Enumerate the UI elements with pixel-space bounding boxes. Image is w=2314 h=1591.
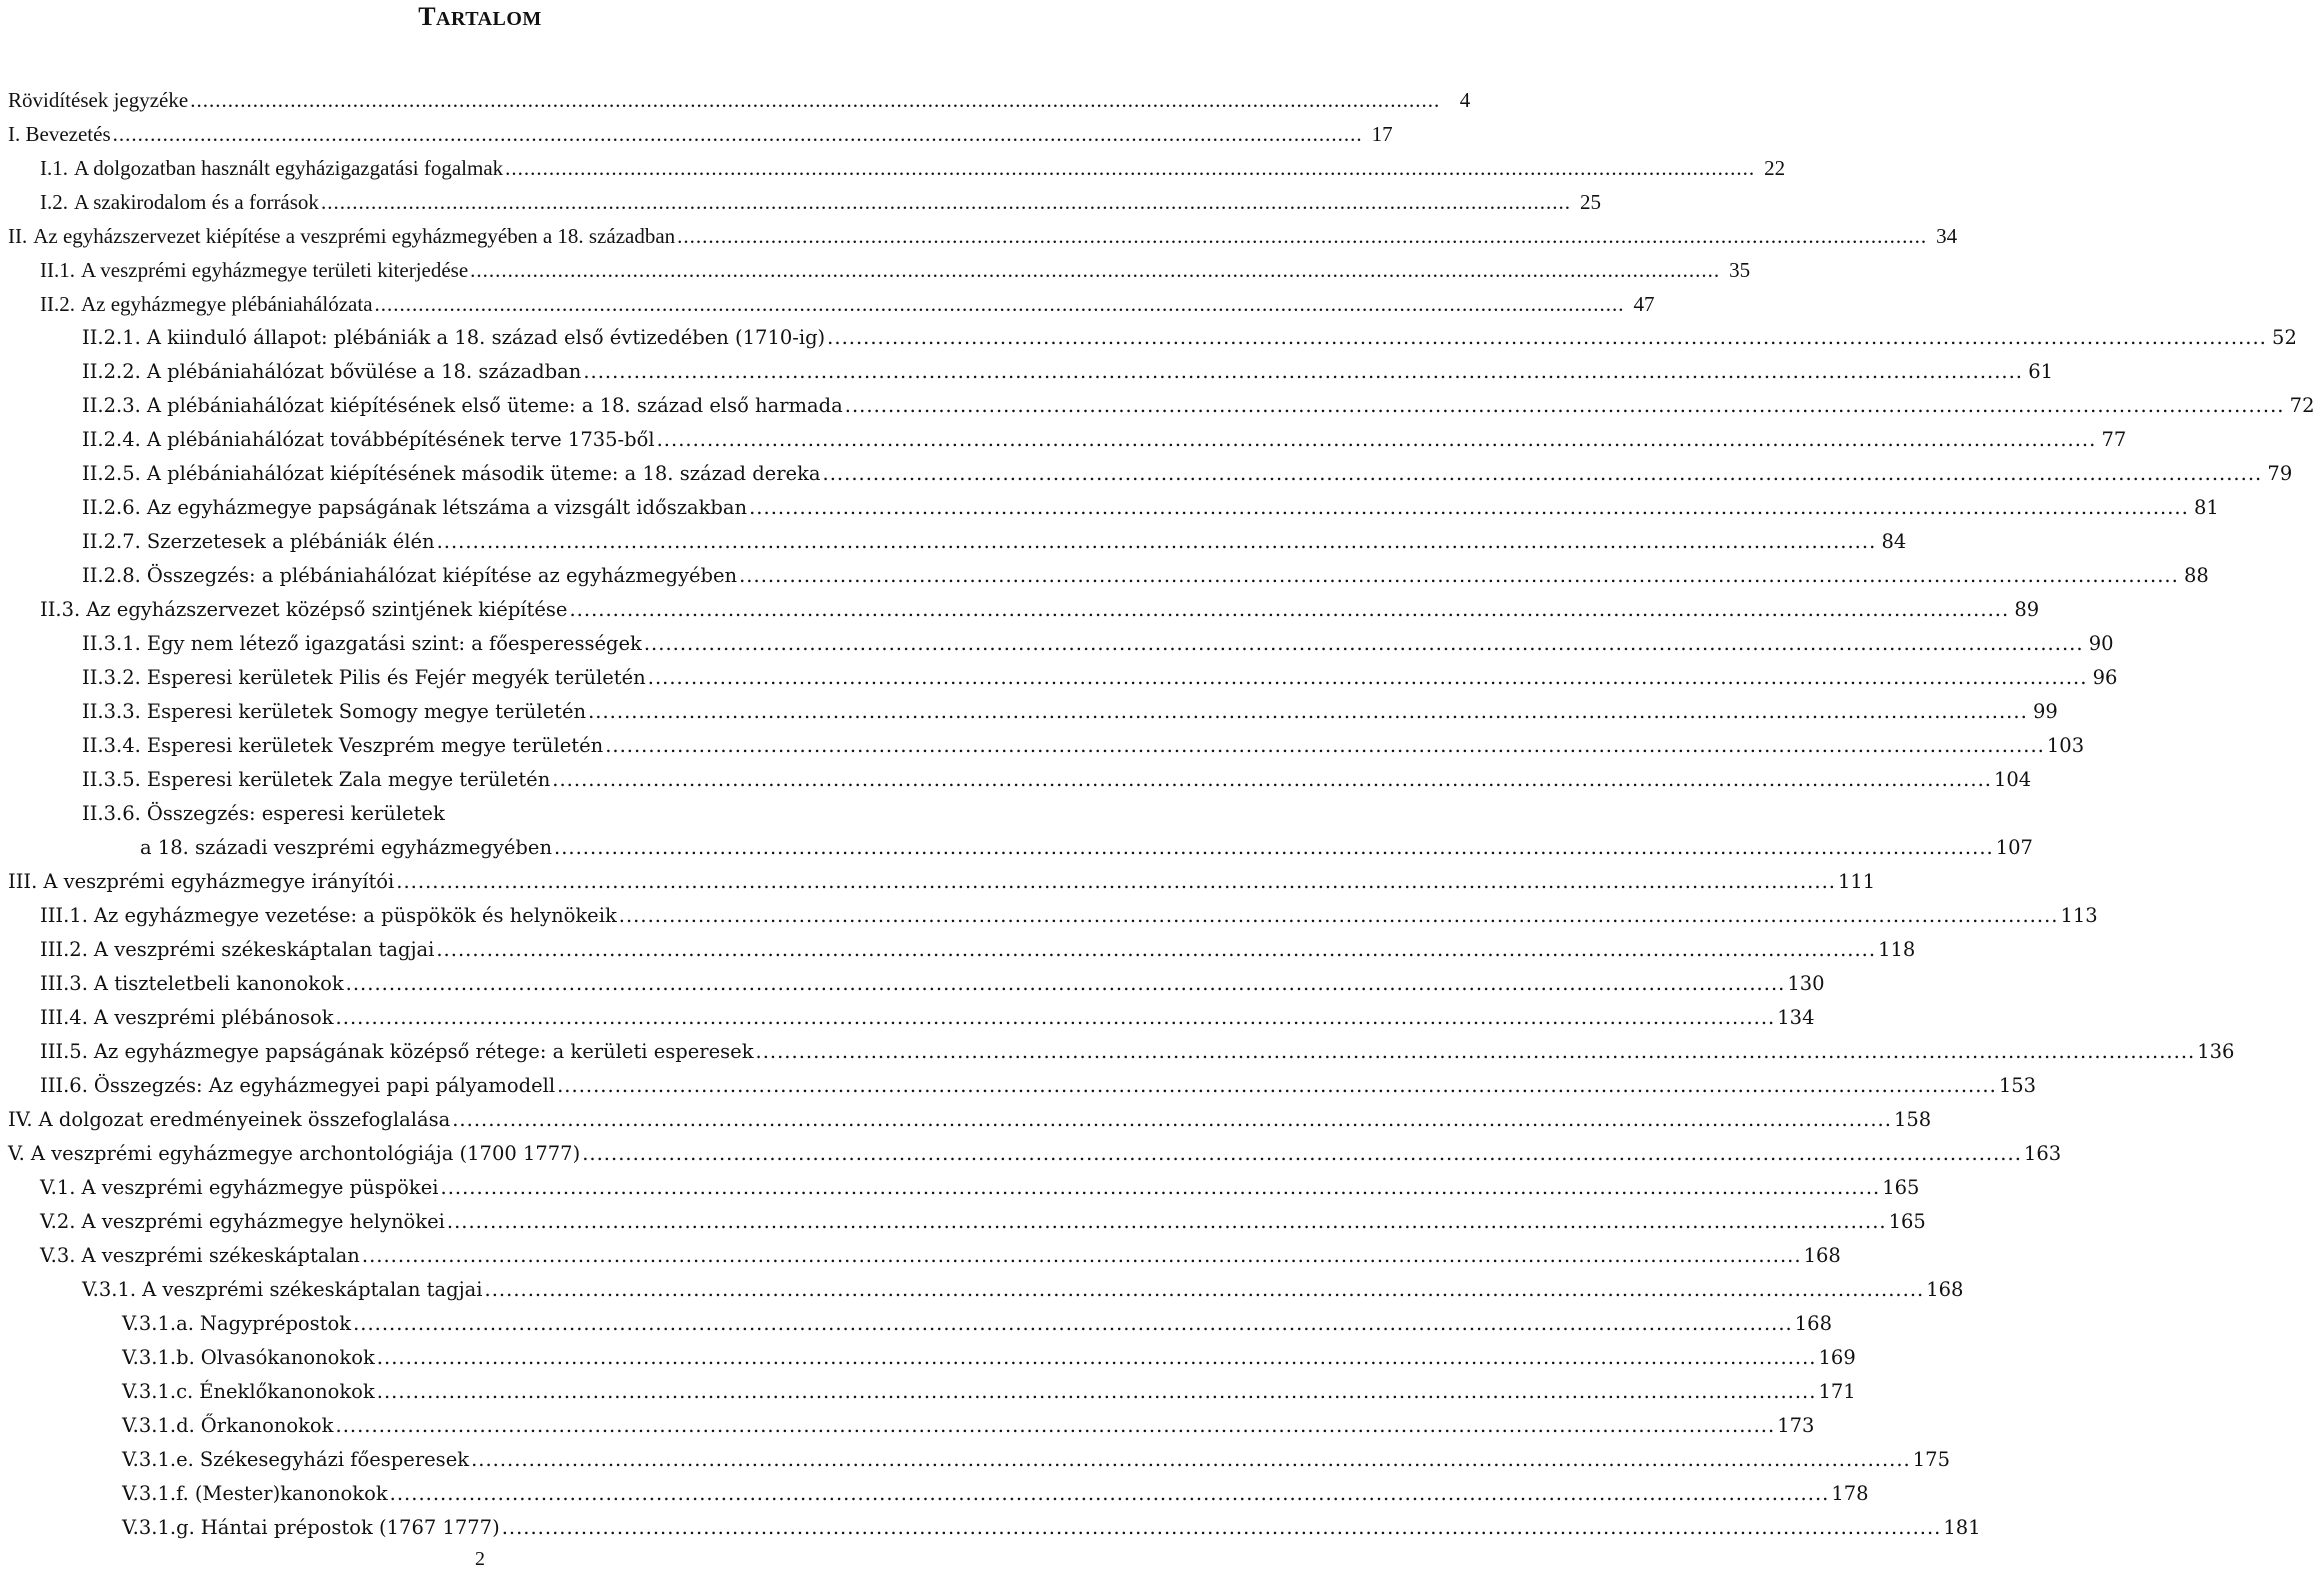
toc-entry-label: Nagyprépostok — [199, 1312, 352, 1335]
toc-leader-dots: ........................................................................................................................................................................................................ — [376, 1380, 1817, 1403]
toc-entry-page: 34 — [1936, 224, 1958, 248]
toc-entry-label: Egy nem létező igazgatási szint: a főesperességek — [146, 632, 642, 655]
toc-entry-number: V.3. — [40, 1244, 76, 1267]
toc-leader-dots: ........................................................................................................................................................................................................ — [361, 1244, 1802, 1267]
toc-entry-page: 168 — [1794, 1312, 1832, 1335]
toc-entry-page: 79 — [2267, 462, 2293, 485]
toc-entry-number: II.2. — [40, 292, 75, 316]
toc-entry-label: A kiinduló állapot: plébániák a 18. század első évtizedében (1710-ig) — [146, 326, 826, 349]
toc-entry-page: 118 — [1878, 938, 1916, 961]
toc-entry-label: A plébániahálózat kiépítésének második üteme: a 18. század dereka — [146, 462, 821, 485]
toc-entry-number: II.3. — [40, 598, 81, 621]
toc-entry-number: III. — [8, 870, 38, 893]
toc-entry-page: 61 — [2028, 360, 2054, 383]
toc-entry-label: a 18. századi veszprémi egyházmegyében — [140, 836, 553, 859]
toc-entry-label: Az egyházmegye plébániahálózata — [81, 292, 373, 316]
toc-leader-dots: ........................................................................................................................................................................................................ — [552, 768, 1992, 791]
toc-entry-page: 175 — [1912, 1448, 1950, 1471]
toc-entry-label: A plébániahálózat bővülése a 18. században — [146, 360, 582, 383]
toc-entry-page: 107 — [1995, 836, 2033, 859]
toc-entry-number: II.2.2. — [82, 360, 141, 383]
toc-entry-label: A dolgozat eredményeinek összefoglalása — [38, 1108, 451, 1131]
toc-entry-page: 81 — [2193, 496, 2219, 519]
toc-entry-label: Az egyházszervezet középső szintjének kiépítése — [86, 598, 568, 621]
toc-entry[interactable] — [0, 190, 1601, 224]
toc-leader-dots: ........................................................................................................................................................................................................ — [436, 938, 1877, 961]
toc-leader-dots: ........................................................................................................................................................................................................ — [484, 1278, 1925, 1301]
toc-entry[interactable] — [0, 462, 2293, 496]
toc-leader-dots: ........................................................................................................................................................................................................ — [112, 122, 1363, 146]
toc-entry-number: V.3.1.c. — [122, 1380, 194, 1403]
toc-entry-number: I. Bevezetés — [8, 122, 111, 146]
toc-entry-page: 113 — [2060, 904, 2098, 927]
toc-leader-dots: ........................................................................................................................................................................................................ — [822, 462, 2263, 485]
page-title-rest: ARTALOM — [436, 8, 542, 30]
toc-entry-page: 104 — [1993, 768, 2032, 791]
toc-entry-label: A szakirodalom és a források — [74, 190, 319, 214]
toc-entry[interactable] — [0, 394, 2314, 428]
toc-entry-label: A veszprémi egyházmegye helynökei — [81, 1210, 445, 1233]
page-title — [0, 2, 960, 32]
toc-entry-number: II.3.6. — [82, 802, 141, 825]
toc-entry[interactable] — [0, 530, 1907, 564]
toc-entry[interactable] — [0, 1380, 1856, 1414]
toc-entry-page: 181 — [1943, 1516, 1981, 1539]
toc-entry-label: Az egyházszervezet kiépítése a veszprémi egyházmegyében a 18. században — [33, 224, 676, 248]
toc-entry-number: II.3.4. — [82, 734, 141, 757]
toc-entry-label: A veszprémi egyházmegye archontológiája (1700 1777) — [30, 1142, 581, 1165]
toc-leader-dots: ........................................................................................................................................................................................................ — [190, 88, 1441, 112]
toc-leader-dots: ........................................................................................................................................................................................................ — [471, 1448, 1911, 1471]
toc-entry-number: V.3.1.g. — [122, 1516, 195, 1539]
toc-entry-page: 72 — [2289, 394, 2314, 417]
toc-entry-number: I.2. — [40, 190, 68, 214]
toc-entry-number: III.5. — [40, 1040, 88, 1063]
toc-entry-page: 171 — [1818, 1380, 1856, 1403]
toc-leader-dots: ........................................................................................................................................................................................................ — [470, 258, 1721, 282]
toc-entry-page: 77 — [2101, 428, 2127, 451]
toc-entry[interactable] — [0, 904, 2098, 938]
toc-leader-dots: ........................................................................................................................................................................................................ — [376, 1346, 1817, 1369]
toc-entry[interactable] — [0, 1040, 2235, 1074]
toc-entry-page: 99 — [2032, 700, 2058, 723]
page-number: 2 — [475, 1548, 485, 1570]
toc-entry-label: Őrkanonokok — [200, 1414, 334, 1437]
toc-entry-label: Székesegyházi főesperesek — [199, 1448, 470, 1471]
toc-entry-number: I.1. — [40, 156, 68, 180]
toc-leader-dots: ........................................................................................................................................................................................................ — [440, 1176, 1881, 1199]
toc-entry-page: 168 — [1803, 1244, 1841, 1267]
toc-entry[interactable] — [0, 1278, 1964, 1312]
toc-entry[interactable] — [0, 972, 1825, 1006]
toc-entry-number: II.2.1. — [82, 326, 141, 349]
toc-entry-number: III.6. — [40, 1074, 88, 1097]
toc-entry[interactable] — [0, 836, 2033, 870]
toc-entry-label: A veszprémi székeskáptalan tagjai — [93, 938, 435, 961]
toc-entry[interactable] — [0, 666, 2118, 700]
toc-entry-number: II.2.6. — [82, 496, 141, 519]
toc-entry-page: 165 — [1888, 1210, 1926, 1233]
toc-entry-number: II.2.3. — [82, 394, 141, 417]
toc-entry-number: II.2.8. — [82, 564, 141, 587]
page-title-initial: T — [418, 2, 437, 31]
toc-leader-dots: ........................................................................................................................................................................................................ — [374, 292, 1625, 316]
toc-entry[interactable] — [0, 700, 2058, 734]
toc-entry[interactable] — [0, 1448, 1950, 1482]
toc-entry-label: (Mester)kanonokok — [194, 1482, 388, 1505]
toc-entry[interactable] — [0, 428, 2127, 462]
toc-entry-number: III.3. — [40, 972, 88, 995]
toc-entry[interactable] — [0, 938, 1916, 972]
toc-entry[interactable] — [0, 1210, 1926, 1244]
toc-leader-dots: ........................................................................................................................................................................................................ — [827, 326, 2267, 349]
toc-entry-number: II.3.3. — [82, 700, 141, 723]
toc-entry-page: 178 — [1831, 1482, 1869, 1505]
toc-entry-label: A plébániahálózat továbbépítésének terve 1735-ből — [146, 428, 655, 451]
toc-entry-number: V.3.1.d. — [122, 1414, 195, 1437]
toc-entry-number: II.1. — [40, 258, 75, 282]
toc-leader-dots: ........................................................................................................................................................................................................ — [335, 1414, 1776, 1437]
toc-entry-page: 165 — [1882, 1176, 1920, 1199]
toc-entry[interactable] — [0, 292, 1655, 326]
toc-entry[interactable] — [0, 224, 1958, 258]
toc-entry-number: III.4. — [40, 1006, 88, 1029]
toc-leader-dots: ........................................................................................................................................................................................................ — [501, 1516, 1942, 1539]
toc-entry-label: A plébániahálózat kiépítésének első üteme: a 18. század első harmada — [146, 394, 843, 417]
toc-entry[interactable] — [0, 870, 1876, 904]
toc-leader-dots: ........................................................................................................................................................................................................ — [588, 700, 2028, 723]
toc-entry-label: A veszprémi egyházmegye irányítói — [43, 870, 395, 893]
toc-entry-label: Összegzés: a plébániahálózat kiépítése az egyházmegyében — [146, 564, 738, 587]
toc-leader-dots: ........................................................................................................................................................................................................ — [353, 1312, 1793, 1335]
toc-leader-dots: ........................................................................................................................................................................................................ — [605, 734, 2045, 757]
toc-entry-page: 84 — [1881, 530, 1907, 553]
toc-entry-label: Az egyházmegye papságának létszáma a vizsgált időszakban — [146, 496, 748, 519]
toc-leader-dots: ........................................................................................................................................................................................................ — [647, 666, 2088, 689]
toc-entry[interactable] — [0, 1244, 1841, 1278]
toc-entry[interactable] — [0, 1312, 1832, 1346]
toc-leader-dots: ........................................................................................................................................................................................................ — [844, 394, 2285, 417]
toc-leader-dots: ........................................................................................................................................................................................................ — [436, 530, 1877, 553]
toc-entry-number: III.1. — [40, 904, 88, 927]
toc-entry-number: V.1. — [40, 1176, 76, 1199]
toc-entry-label: Összegzés: esperesi kerületek — [146, 802, 445, 825]
toc-entry-page: 88 — [2183, 564, 2209, 587]
toc-entry[interactable] — [0, 768, 2032, 802]
toc-entry-label: Esperesi kerületek Veszprém megye területén — [146, 734, 604, 757]
toc-entry-label: Szerzetesek a plébániák élén — [146, 530, 435, 553]
toc-entry-number: II.3.2. — [82, 666, 141, 689]
toc-entry-page: 168 — [1926, 1278, 1964, 1301]
toc-entry-label: A veszprémi székeskáptalan — [81, 1244, 360, 1267]
toc-entry[interactable] — [0, 1142, 2062, 1176]
toc-leader-dots: ........................................................................................................................................................................................................ — [505, 156, 1756, 180]
toc-leader-dots: ........................................................................................................................................................................................................ — [452, 1108, 1892, 1131]
toc-entry[interactable] — [0, 1482, 1869, 1516]
toc-entry[interactable] — [0, 1346, 1856, 1380]
toc-entry-number: II.2.4. — [82, 428, 141, 451]
toc-entry-page: 22 — [1764, 156, 1786, 180]
toc-entry[interactable] — [0, 496, 2219, 530]
toc-leader-dots: ........................................................................................................................................................................................................ — [643, 632, 2084, 655]
toc-entry-number: V.3.1. — [82, 1278, 137, 1301]
toc-entry-number: V.3.1.e. — [122, 1448, 194, 1471]
toc-leader-dots: ........................................................................................................................................................................................................ — [582, 1142, 2022, 1165]
toc-entry-label: Összegzés: Az egyházmegyei papi pályamodell — [93, 1074, 556, 1097]
toc-entry-page: 52 — [2272, 326, 2297, 349]
toc-entry-page: 96 — [2092, 666, 2118, 689]
toc-entry[interactable] — [0, 88, 1471, 122]
toc-entry[interactable] — [0, 156, 1786, 190]
toc-entry-number: IV. — [8, 1108, 33, 1131]
toc-leader-dots: ........................................................................................................................................................................................................ — [583, 360, 2024, 383]
toc-entry-label: Az egyházmegye papságának középső rétege: a kerületi esperesek — [93, 1040, 754, 1063]
toc-leader-dots: ........................................................................................................................................................................................................ — [335, 1006, 1776, 1029]
toc-entry[interactable] — [0, 326, 2297, 360]
toc-entry[interactable] — [0, 802, 942, 836]
toc-leader-dots: ........................................................................................................................................................................................................ — [677, 224, 1928, 248]
toc-entry-page: 17 — [1371, 122, 1393, 146]
toc-entry[interactable] — [0, 1414, 1815, 1448]
toc-leader-dots: ........................................................................................................................................................................................................ — [320, 190, 1571, 214]
toc-entry-page: 111 — [1837, 870, 1876, 893]
toc-entry-page: 173 — [1777, 1414, 1815, 1437]
toc-entry-label: A veszprémi egyházmegye területi kiterjedése — [81, 258, 469, 282]
toc-leader-dots: ........................................................................................................................................................................................................ — [739, 564, 2179, 587]
toc-entry[interactable] — [0, 632, 2114, 666]
toc-entry-page: 47 — [1633, 292, 1655, 316]
toc-entry-page: 89 — [2014, 598, 2040, 621]
toc-entry-page: 169 — [1818, 1346, 1856, 1369]
toc-entry-label: A tiszteletbeli kanonokok — [93, 972, 344, 995]
toc-entry[interactable] — [0, 258, 1751, 292]
toc-entry[interactable] — [0, 122, 1393, 156]
toc-entry-label: A veszprémi egyházmegye püspökei — [81, 1176, 439, 1199]
toc-entry-number: V.3.1.f. — [122, 1482, 189, 1505]
toc-leader-dots: ........................................................................................................................................................................................................ — [396, 870, 1836, 893]
toc-entry-number: V.2. — [40, 1210, 76, 1233]
toc-leader-dots: ........................................................................................................................................................................................................ — [446, 1210, 1887, 1233]
toc-entry[interactable] — [0, 1108, 1932, 1142]
toc-entry-page: 130 — [1787, 972, 1825, 995]
toc-entry-number: III.2. — [40, 938, 88, 961]
toc-entry-number: V.3.1.b. — [122, 1346, 195, 1369]
toc-entry-number: II.3.1. — [82, 632, 141, 655]
toc-entry-number: II.3.5. — [82, 768, 141, 791]
toc-entry-label: A dolgozatban használt egyházigazgatási fogalmak — [74, 156, 504, 180]
toc-entry-label: Esperesi kerületek Somogy megye területén — [146, 700, 587, 723]
toc-entry-label: Olvasókanonokok — [200, 1346, 375, 1369]
toc-leader-dots: ........................................................................................................................................................................................................ — [554, 836, 1994, 859]
toc-entry-number: V.3.1.a. — [122, 1312, 194, 1335]
toc-entry-page: 25 — [1579, 190, 1601, 214]
toc-entry-page: 4 — [1459, 88, 1471, 112]
toc-entry[interactable] — [0, 564, 2209, 598]
toc-entry-label: Éneklőkanonokok — [199, 1380, 375, 1403]
toc-entry-page: 134 — [1777, 1006, 1815, 1029]
toc-entry-number: Rövidítések jegyzéke — [8, 88, 189, 112]
toc-entry[interactable] — [0, 1006, 1815, 1040]
toc-leader-dots: ........................................................................................................................................................................................................ — [749, 496, 2189, 519]
toc-entry-label: A veszprémi plébánosok — [93, 1006, 334, 1029]
toc-leader-dots: ........................................................................................................................................................................................................ — [618, 904, 2059, 927]
toc-entry[interactable] — [0, 360, 2054, 394]
toc-entry[interactable] — [0, 598, 2040, 632]
toc-leader-dots: ........................................................................................................................................................................................................ — [656, 428, 2097, 451]
toc-entry-page: 153 — [1998, 1074, 2037, 1097]
toc-entry[interactable] — [0, 734, 2085, 768]
toc-leader-dots: ........................................................................................................................................................................................................ — [389, 1482, 1830, 1505]
toc-entry-label: Esperesi kerületek Pilis és Fejér megyék területén — [146, 666, 646, 689]
toc-leader-dots: ........................................................................................................................................................................................................ — [345, 972, 1786, 995]
toc-entry-number: II. — [8, 224, 28, 248]
toc-entry-page: 163 — [2023, 1142, 2062, 1165]
toc-entry-page: 136 — [2197, 1040, 2235, 1063]
toc-entry-label: Hántai prépostok (1767 1777) — [200, 1516, 500, 1539]
toc-entry[interactable] — [0, 1074, 2037, 1108]
toc-leader-dots: ........................................................................................................................................................................................................ — [569, 598, 2010, 621]
toc-entry-label: Az egyházmegye vezetése: a püspökök és helynökeik — [93, 904, 617, 927]
toc-entry[interactable] — [0, 1176, 1920, 1210]
toc-leader-dots: ........................................................................................................................................................................................................ — [557, 1074, 1997, 1097]
toc-entry-label: A veszprémi székeskáptalan tagjai — [142, 1278, 483, 1301]
toc-entry-page: 158 — [1893, 1108, 1932, 1131]
toc-leader-dots: ........................................................................................................................................................................................................ — [755, 1040, 2196, 1063]
toc-entry-number: V. — [8, 1142, 25, 1165]
toc-entry-number: II.2.5. — [82, 462, 141, 485]
toc-entry-label: Esperesi kerületek Zala megye területén — [146, 768, 551, 791]
toc-entry-page: 35 — [1729, 258, 1751, 282]
toc-entry-page: 90 — [2088, 632, 2114, 655]
toc-entry-page: 103 — [2046, 734, 2085, 757]
toc-entry[interactable] — [0, 1516, 1981, 1550]
toc-entry-number: II.2.7. — [82, 530, 141, 553]
